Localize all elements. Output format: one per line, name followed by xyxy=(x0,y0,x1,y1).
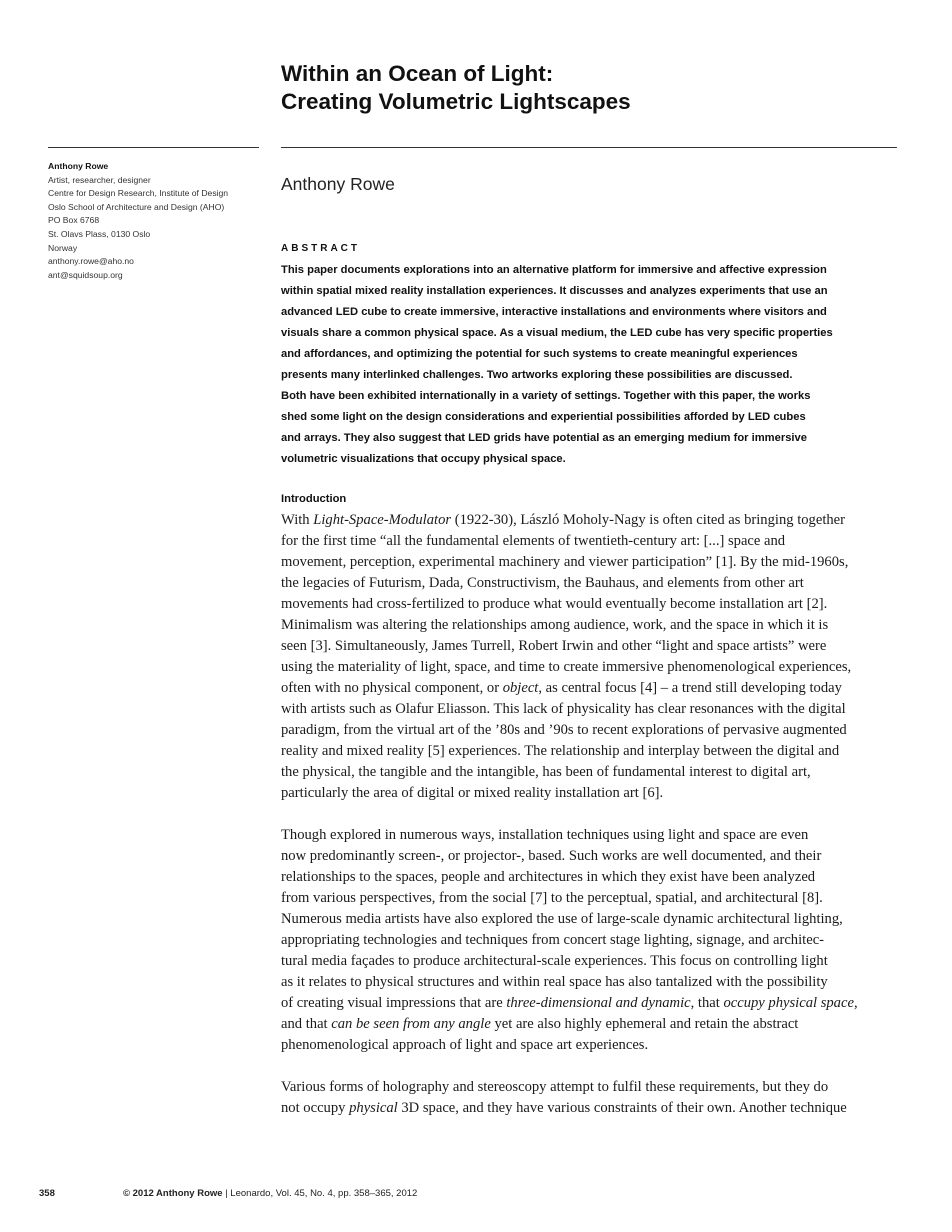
text-line xyxy=(281,993,901,1014)
text-span: and that xyxy=(281,1016,332,1032)
text-line xyxy=(281,510,901,531)
title-line-1: Within an Ocean of Light: xyxy=(281,61,554,86)
paragraph-1 xyxy=(281,510,901,804)
text-span: , that xyxy=(690,995,724,1011)
abstract-line: within spatial mixed reality installation experiences. It discusses and analyzes experiments that use an xyxy=(281,285,828,297)
abstract-line: advanced LED cube to create immersive, interactive installations and environments where visitors and xyxy=(281,306,827,318)
text-span: yet are also highly ephemeral and retain the abstract xyxy=(490,1016,799,1032)
text-line: Various forms of holography and stereoscopy attempt to fulfil these requirements, but they do xyxy=(281,1079,829,1095)
abstract-line: visuals share a common physical space. As a visual medium, the LED cube has very specific properties xyxy=(281,327,833,339)
abstract-line: shed some light on the design considerations and experiential possibilities afforded by LED cubes xyxy=(281,411,806,423)
text-line: movements had cross-fertilized to produce what would eventually become installation art [2]. xyxy=(281,596,828,612)
page-number: 358 xyxy=(39,1188,55,1199)
abstract-line: and affordances, and optimizing the potential for such systems to create meaningful experiences xyxy=(281,348,798,360)
text-line: phenomenological approach of light and space art experiences. xyxy=(281,1037,649,1053)
abstract-line: and arrays. They also suggest that LED grids have potential as an emerging medium for immersive xyxy=(281,432,807,444)
text-line: movement, perception, experimental machinery and viewer participation” [1]. By the mid-1960s, xyxy=(281,554,849,570)
italic-term: three-dimensional and dynamic xyxy=(506,995,691,1011)
text-line xyxy=(281,1014,901,1035)
abstract-line: volumetric visualizations that occupy physical space. xyxy=(281,453,566,465)
sidebar-school: Oslo School of Architecture and Design (AHO) xyxy=(48,201,225,212)
text-span: , as central focus [4] – a trend still developing today xyxy=(538,680,842,696)
text-line: now predominantly screen-, or projector-, based. Such works are well documented, and their xyxy=(281,848,822,864)
text-line: relationships to the spaces, people and architectures in which they exist have been analyzed xyxy=(281,869,816,885)
italic-term: occupy physical space xyxy=(723,995,854,1011)
text-line: paradigm, from the virtual art of the ’80s and ’90s to recent explorations of pervasive augmented xyxy=(281,722,847,738)
text-line: Though explored in numerous ways, installation techniques using light and space are even xyxy=(281,827,809,843)
text-line: for the first time “all the fundamental elements of twentieth-century art: [...] space and xyxy=(281,533,786,549)
sidebar-role: Artist, researcher, designer xyxy=(48,174,151,185)
italic-title: Light-Space-Modulator xyxy=(313,512,452,528)
author-sidebar xyxy=(48,160,263,282)
paragraph-2 xyxy=(281,825,901,1056)
text-line: with artists such as Olafur Eliasson. This lack of physicality has clear resonances with the digital xyxy=(281,701,846,717)
abstract-line: This paper documents explorations into an alternative platform for immersive and affective expression xyxy=(281,264,827,276)
italic-term: can be seen from any angle xyxy=(331,1016,491,1032)
sidebar-country: Norway xyxy=(48,242,78,253)
author-name: Anthony Rowe xyxy=(281,174,395,194)
text-line: particularly the area of digital or mixed reality installation art [6]. xyxy=(281,785,664,801)
text-span: With xyxy=(281,512,314,528)
text-line: as it relates to physical structures and within real space has also tantalized with the possibility xyxy=(281,974,828,990)
text-span: (1922-30), László Moholy-Nagy is often cited as bringing together xyxy=(451,512,846,528)
text-line: reality and mixed reality [5] experiences. The relationship and interplay between the digital and xyxy=(281,743,840,759)
text-line: using the materiality of light, space, and time to create immersive phenomenological experiences, xyxy=(281,659,852,675)
paper-title xyxy=(281,60,901,116)
sidebar-email-1: anthony.rowe@aho.no xyxy=(48,256,134,267)
abstract-text xyxy=(281,260,901,470)
text-span: 3D space, and they have various constraints of their own. Another technique xyxy=(397,1100,847,1116)
text-span: , xyxy=(853,995,858,1011)
journal-citation: | Leonardo, Vol. 45, No. 4, pp. 358–365, 2012 xyxy=(222,1188,418,1199)
copyright-holder: © 2012 Anthony Rowe xyxy=(123,1188,223,1199)
introduction-heading: Introduction xyxy=(281,493,347,505)
sidebar-author-name: Anthony Rowe xyxy=(48,161,109,171)
abstract-line: Both have been exhibited internationally in a variety of settings. Together with this paper, the works xyxy=(281,390,811,402)
sidebar-divider xyxy=(48,147,259,148)
text-line: from various perspectives, from the social [7] to the perceptual, spatial, and architectural [8]. xyxy=(281,890,823,906)
text-line: tural media façades to produce architectural-scale experiences. This focus on controlling light xyxy=(281,953,828,969)
text-span: of creating visual impressions that are xyxy=(281,995,507,1011)
text-line xyxy=(281,1098,901,1119)
italic-term: object xyxy=(502,680,539,696)
text-line: appropriating technologies and techniques from concert stage lighting, signage, and architec- xyxy=(281,932,825,948)
italic-term: physical xyxy=(349,1100,398,1116)
text-line: Minimalism was altering the relationships among audience, work, and the space in which it is xyxy=(281,617,829,633)
abstract-heading: ABSTRACT xyxy=(281,243,360,254)
abstract-line: presents many interlinked challenges. Two artworks exploring these possibilities are discussed. xyxy=(281,369,793,381)
text-span: often with no physical component, or xyxy=(281,680,503,696)
text-line: the legacies of Futurism, Dada, Constructivism, the Bauhaus, and elements from other art xyxy=(281,575,804,591)
footer-citation xyxy=(123,1188,417,1199)
title-divider xyxy=(281,147,897,148)
text-span: not occupy xyxy=(281,1100,350,1116)
sidebar-city: St. Olavs Plass, 0130 Oslo xyxy=(48,228,151,239)
sidebar-affiliation: Centre for Design Research, Institute of Design xyxy=(48,188,229,199)
title-line-2: Creating Volumetric Lightscapes xyxy=(281,89,631,114)
text-line xyxy=(281,678,901,699)
sidebar-email-2: ant@squidsoup.org xyxy=(48,269,123,280)
paragraph-3 xyxy=(281,1077,901,1119)
text-line: seen [3]. Simultaneously, James Turrell, Robert Irwin and other “light and space artists” were xyxy=(281,638,827,654)
text-line: Numerous media artists have also explored the use of large-scale dynamic architectural lighting, xyxy=(281,911,843,927)
text-line: the physical, the tangible and the intangible, has been of fundamental interest to digital art, xyxy=(281,764,811,780)
sidebar-po-box: PO Box 6768 xyxy=(48,215,100,226)
